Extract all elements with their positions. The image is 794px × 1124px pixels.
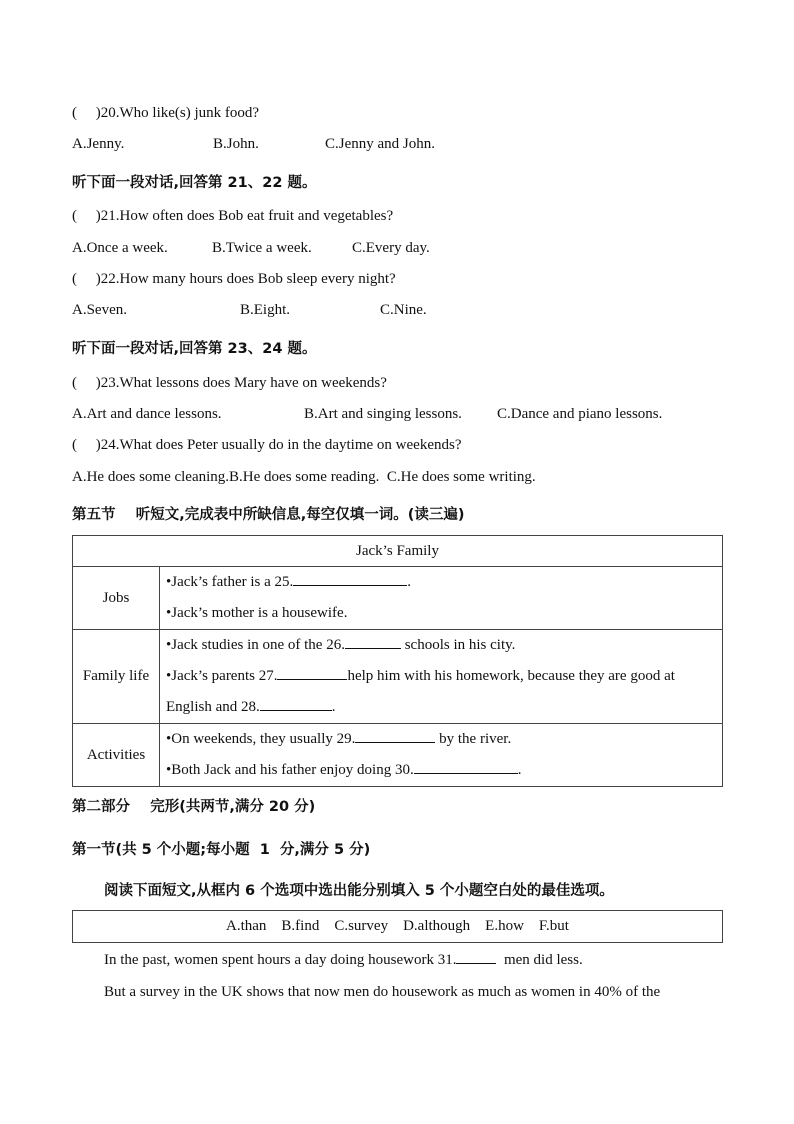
- question-21-stem: ( )21.How often does Bob eat fruit and vegetables?: [72, 208, 394, 224]
- question-23-stem: ( )23.What lessons does Mary have on weekends?: [72, 375, 387, 391]
- jacks-family-table: [72, 535, 723, 787]
- question-21-option-b: B.Twice a week.: [212, 240, 312, 256]
- passage-line-1: In the past, women spent hours a day doing housework 31. men did less.: [104, 949, 583, 970]
- question-20-option-c: C.Jenny and John.: [325, 136, 435, 152]
- question-24-options: A.He does some cleaning.B.He does some reading. C.He does some writing.: [72, 469, 536, 485]
- section-5-title: 第五节 听短文,完成表中所缺信息,每空仅填一词。(读三遍): [72, 507, 465, 523]
- question-22-option-c: C.Nine.: [380, 302, 427, 318]
- blank-28[interactable]: [260, 696, 332, 711]
- jobs-label: Jobs: [73, 567, 160, 630]
- question-23-option-a: A.Art and dance lessons.: [72, 406, 222, 422]
- question-21-option-c: C.Every day.: [352, 240, 430, 256]
- activities-line-2: •Both Jack and his father enjoy doing 30. .: [166, 755, 722, 786]
- reading-instruction: 阅读下面短文,从框内 6 个选项中选出能分别填入 5 个小题空白处的最佳选项。: [104, 883, 614, 899]
- family-line-2: •Jack’s parents 27. help him with his homework, because they are good at: [166, 661, 722, 692]
- option-box: A.than B.find C.survey D.although E.how F.but: [72, 910, 723, 943]
- table-row: [73, 724, 723, 787]
- table-row: [73, 630, 723, 724]
- blank-30[interactable]: [414, 759, 518, 774]
- question-20-option-b: B.John.: [213, 136, 259, 152]
- table-title: Jack’s Family: [73, 536, 723, 567]
- question-21-option-a: A.Once a week.: [72, 240, 168, 256]
- blank-27[interactable]: [277, 665, 347, 680]
- question-22-stem: ( )22.How many hours does Bob sleep every night?: [72, 271, 396, 287]
- family-life-label: Family life: [73, 630, 160, 724]
- blank-29[interactable]: [355, 728, 435, 743]
- jobs-line-1: •Jack’s father is a 25. .: [166, 567, 722, 598]
- question-23-option-c: C.Dance and piano lessons.: [497, 406, 663, 422]
- instruction-21-22: 听下面一段对话,回答第 21、22 题。: [72, 175, 317, 191]
- question-20-option-a: A.Jenny.: [72, 136, 125, 152]
- activities-line-1: •On weekends, they usually 29. by the river.: [166, 724, 722, 755]
- part-2-title: 第二部分 完形(共两节,满分 20 分): [72, 799, 316, 815]
- activities-label: Activities: [73, 724, 160, 787]
- passage-line-2: But a survey in the UK shows that now men do housework as much as women in 40% of the: [104, 984, 661, 1000]
- question-22-option-a: A.Seven.: [72, 302, 127, 318]
- question-22-option-b: B.Eight.: [240, 302, 291, 318]
- blank-26[interactable]: [345, 634, 401, 649]
- question-23-option-b: B.Art and singing lessons.: [304, 406, 462, 422]
- question-24-stem: ( )24.What does Peter usually do in the daytime on weekends?: [72, 437, 462, 453]
- family-line-3: English and 28. .: [166, 692, 722, 723]
- section-1-title: 第一节(共 5 个小题;每小题 1 分,满分 5 分): [72, 842, 371, 858]
- blank-31[interactable]: [456, 949, 496, 964]
- table-row: [73, 567, 723, 630]
- question-20-stem: ( )20.Who like(s) junk food?: [72, 105, 260, 121]
- jobs-line-2: •Jack’s mother is a housewife.: [166, 605, 348, 621]
- blank-25[interactable]: [293, 571, 407, 586]
- instruction-23-24: 听下面一段对话,回答第 23、24 题。: [72, 341, 317, 357]
- family-line-1: •Jack studies in one of the 26. schools in his city.: [166, 630, 722, 661]
